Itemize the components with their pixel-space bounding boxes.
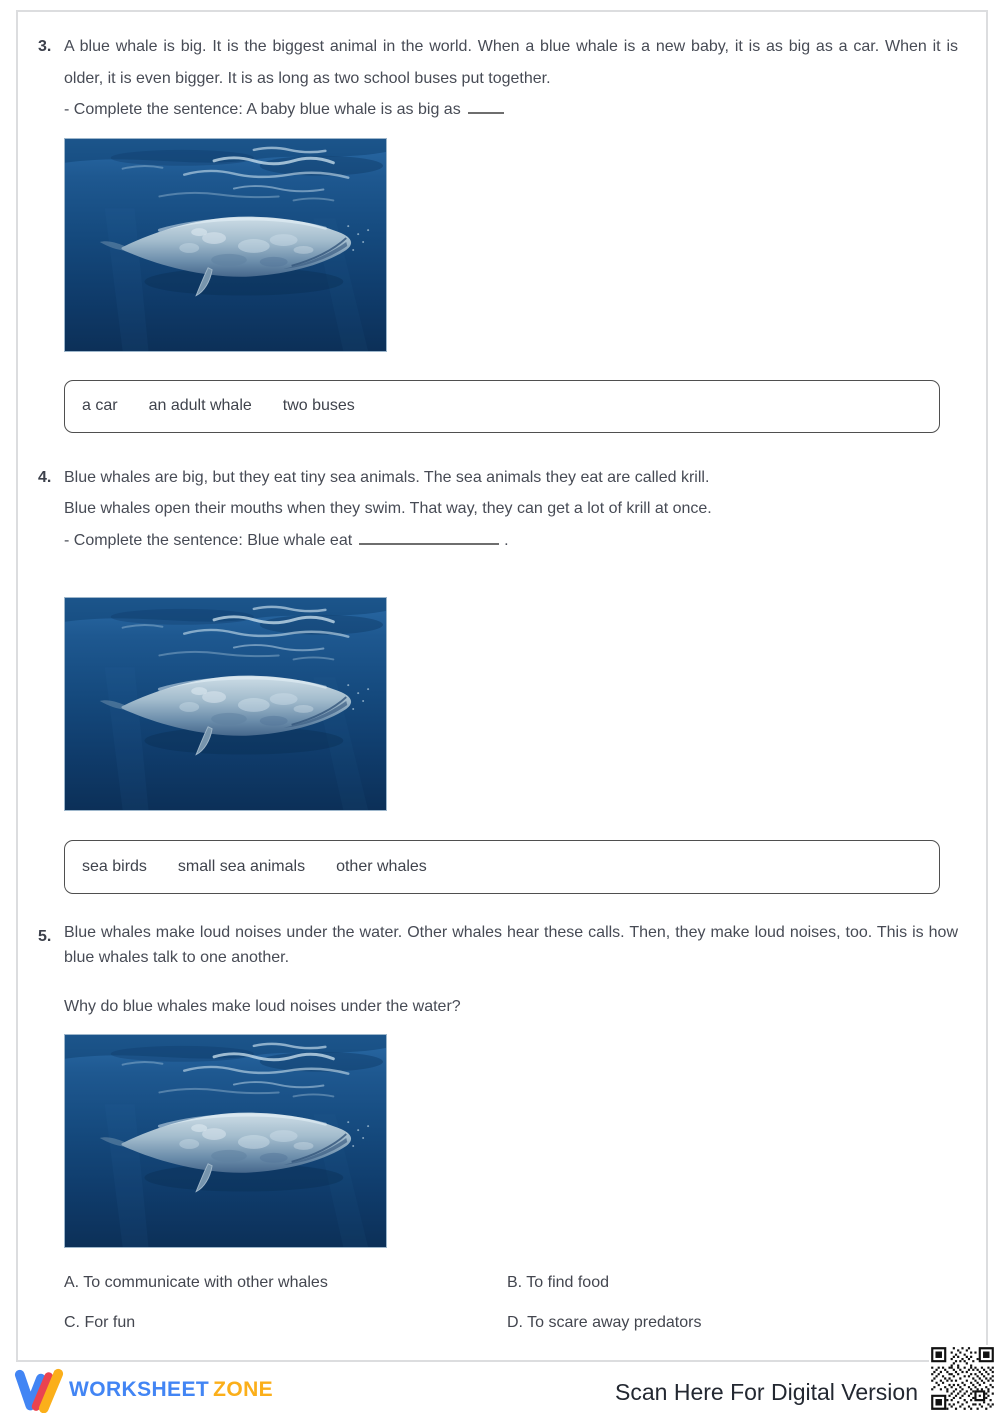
scan-here-text: Scan Here For Digital Version bbox=[615, 1379, 918, 1405]
word-bank-option: two buses bbox=[282, 397, 355, 414]
word-bank-option: sea birds bbox=[82, 858, 147, 875]
word-bank-option: a car bbox=[82, 397, 118, 414]
worksheetzone-logo bbox=[13, 1367, 273, 1413]
question-5 bbox=[38, 921, 958, 1343]
question-4-word-bank bbox=[64, 840, 940, 894]
question-4-line2: Blue whales open their mouths when they swim. That way, they can get a lot of krill at once. bbox=[64, 500, 712, 517]
answer-blank bbox=[359, 532, 499, 545]
question-3-word-bank bbox=[64, 380, 940, 433]
blue-whale-image bbox=[64, 138, 387, 352]
choice-a: A. To communicate with other whales bbox=[64, 1273, 328, 1291]
choice-d: D. To scare away predators bbox=[507, 1313, 702, 1331]
worksheetzone-w-logo-icon bbox=[13, 1367, 65, 1413]
worksheet-page bbox=[16, 10, 988, 1362]
question-4 bbox=[38, 462, 958, 895]
question-5-choices bbox=[64, 1263, 958, 1343]
question-5-number: 5. bbox=[38, 928, 52, 945]
blue-whale-image bbox=[64, 1034, 387, 1248]
question-3-prompt: - Complete the sentence: A baby blue whale is as big as bbox=[64, 94, 958, 126]
word-bank-option: an adult whale bbox=[148, 397, 252, 414]
question-5-question: Why do blue whales make loud noises under the water? bbox=[64, 998, 461, 1015]
question-5-text: Blue whales make loud noises under the water. Other whales hear these calls. Then, they make loud noises, too. This is how blue whales talk to one another. bbox=[64, 924, 958, 966]
choice-b: B. To find food bbox=[507, 1273, 609, 1291]
word-bank-option: small sea animals bbox=[177, 858, 306, 875]
question-3-number: 3. bbox=[38, 38, 52, 55]
question-4-prompt: - Complete the sentence: Blue whale eat . bbox=[64, 531, 509, 549]
question-4-line1: Blue whales are big, but they eat tiny sea animals. The sea animals they eat are called krill. bbox=[64, 468, 710, 486]
brand-zone: ZONE bbox=[213, 1378, 274, 1401]
word-bank-option: other whales bbox=[336, 858, 427, 875]
choice-c: C. For fun bbox=[64, 1313, 136, 1331]
question-3-text: A blue whale is big. It is the biggest animal in the world. When a blue whale is a new baby, it is as big as a car. When it is older, it is even bigger. It is as long as two school buses put together. bbox=[64, 38, 958, 87]
brand-worksheet: WORKSHEET bbox=[69, 1378, 210, 1401]
question-4-number: 4. bbox=[38, 468, 52, 486]
question-3 bbox=[38, 31, 958, 433]
brand-text bbox=[69, 1378, 273, 1402]
answer-blank bbox=[468, 101, 504, 114]
blue-whale-image bbox=[64, 597, 387, 811]
qr-code-icon bbox=[929, 1345, 996, 1412]
